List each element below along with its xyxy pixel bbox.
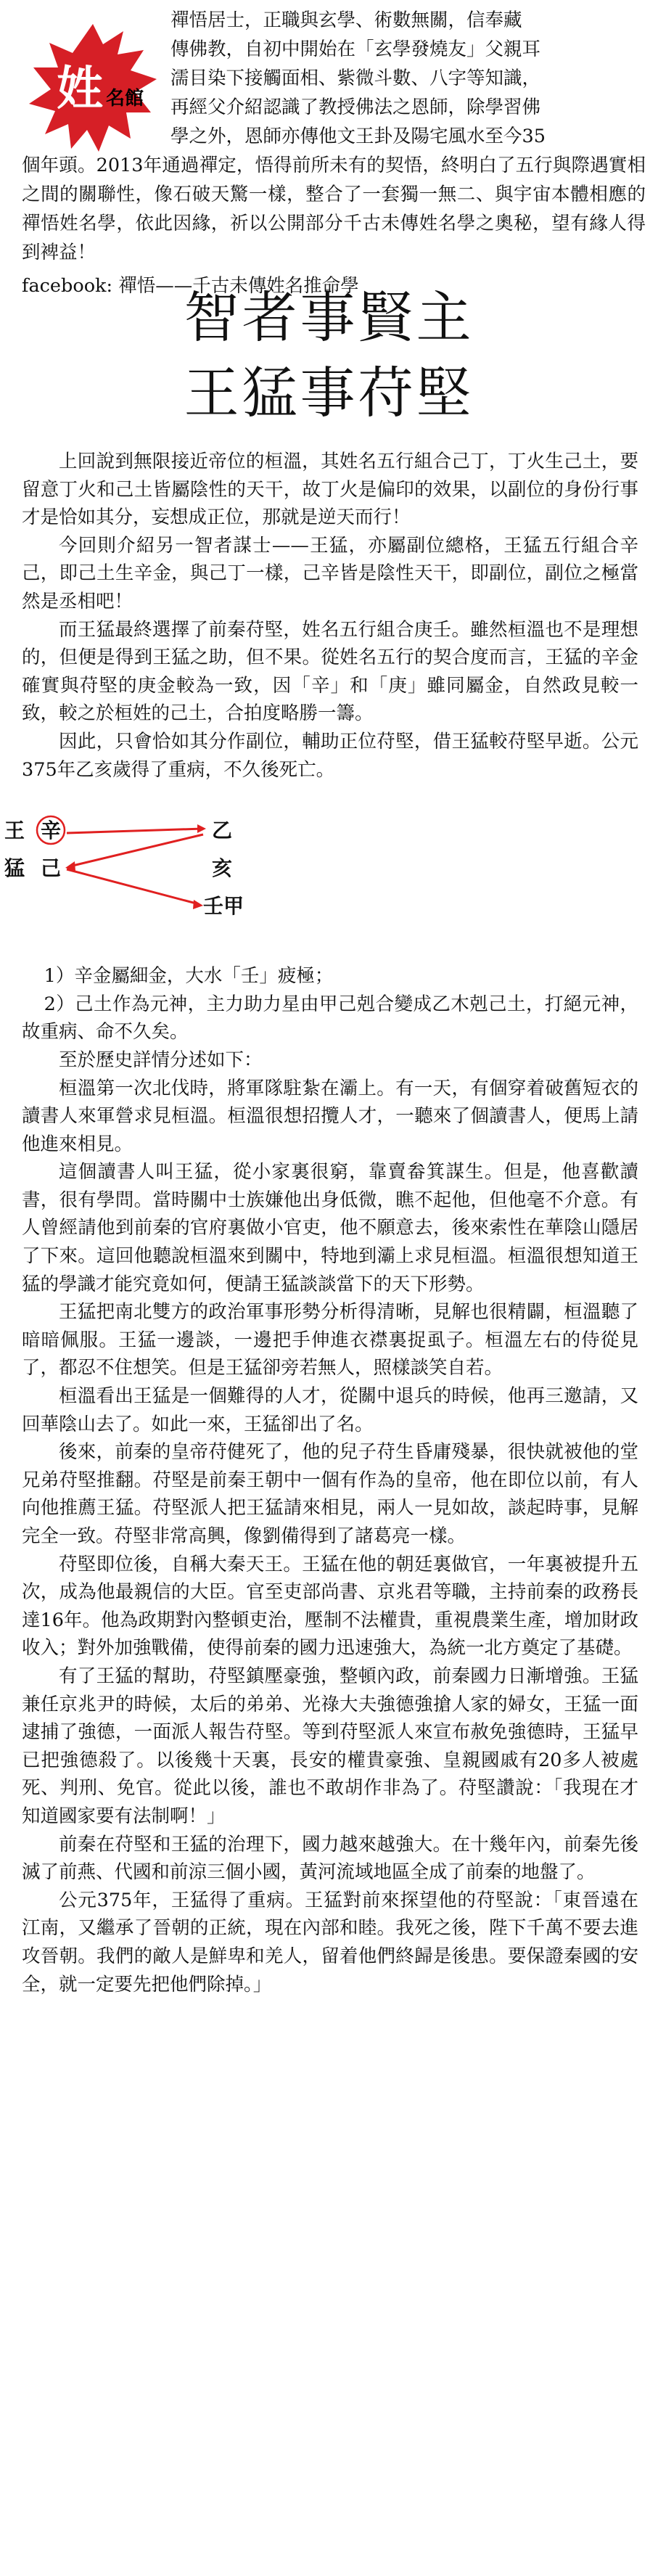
title-line-2: 王猛事苻堅 (184, 361, 474, 425)
title-line-1: 智者事賢主 (184, 285, 474, 350)
intro-line: 禪悟居士，正職與玄學、術數無關，信奉藏 (170, 9, 522, 31)
intro-line: 學之外，恩師亦傳他文王卦及陽宅風水至今35 (170, 126, 546, 147)
author-intro (22, 6, 646, 300)
paragraph: 王猛把南北雙方的政治軍事形勢分析得清晰，見解也很精闢，桓溫聽了暗暗佩服。王猛一邊談，一邊把手伸進衣襟裏捉虱子。桓溫左右的侍從見了，都忍不住想笑。但是王猛卻旁若無人，照樣談笑自若。 (22, 1301, 638, 1379)
paragraph: 桓溫看出王猛是一個難得的人才，從關中退兵的時候，他再三邀請，又回華陰山去了。如此一來，王猛卻出了名。 (22, 1385, 638, 1435)
logo-main-text: 姓 (57, 62, 103, 116)
diagram-name-char: 猛 (4, 856, 25, 881)
paragraph: 苻堅即位後，自稱大秦天王。王猛在他的朝廷裏做官，一年裏被提升五次，成為他最親信的大臣。官至吏部尚書、京兆君等職，主持前秦的政務長達16年。他為政期對內整頓吏治，壓制不法權貴，重視農業生產，增加財政收入；對外加強戰備，使得前秦的國力迅速強大，為統一北方奠定了基礎。 (22, 1553, 638, 1660)
arrow-head-icon (197, 824, 206, 833)
article-title (0, 280, 658, 431)
article-body (4, 448, 638, 1998)
paragraph: 因此，只會恰如其分作副位，輔助正位苻堅，借王猛較苻堅早逝。公元375年乙亥歲得了重病，不久後死亡。 (22, 730, 638, 781)
arrow-head-icon (193, 900, 203, 909)
paragraph: 這個讀書人叫王猛，從小家裏很窮，靠賣畚箕謀生。但是，他喜歡讀書，很有學問。當時關中士族嫌他出身低微，瞧不起他，但他毫不介意。有人曾經請他到前秦的官府裏做小官吏，他不願意去，後來索性在華陰山隱居了下來。這回他聽說桓溫來到關中，特地到灞上求見桓溫。桓溫很想知道王猛的學識才能究竟如何，便請王猛談談當下的天下形勢。 (22, 1161, 638, 1295)
diagram-stem: 亥 (212, 856, 233, 881)
diagram-stem: 壬甲 (203, 894, 244, 919)
facebook-line: facebook: 禪悟——千古未傳姓名推命學 (22, 275, 359, 297)
diagram-stem: 辛 (41, 819, 62, 843)
seal-logo-icon (22, 13, 167, 162)
note: 1）辛金屬細金，大水「壬」疲極； (44, 965, 334, 988)
paragraph: 公元375年，王猛得了重病。王猛對前來探望他的苻堅說：「東晉遠在江南，又繼承了晉朝的正統，現在內部和睦。我死之後，陛下千萬不要去進攻晉朝。我們的敵人是鮮卑和羌人，留着他們終歸是後患。要保證秦國的安全，就一定要先把他們除掉。」 (22, 1889, 638, 1995)
five-elements-diagram (4, 803, 638, 948)
paragraph: 至於歷史詳情分述如下： (59, 1049, 263, 1071)
arrow-icon (70, 834, 203, 866)
intro-line: 再經父介紹認識了教授佛法之恩師，除學習佛 (170, 97, 541, 118)
paragraph: 前秦在苻堅和王猛的治理下，國力越來越強大。在十幾年內，前秦先後滅了前燕、代國和前涼三個小國，黃河流域地區全成了前秦的地盤了。 (22, 1833, 638, 1884)
diagram-stem: 己 (41, 856, 62, 881)
paragraph: 而王猛最終選擇了前秦苻堅，姓名五行組合庚壬。雖然桓溫也不是理想的，但便是得到王猛之助，但不果。從姓名五行的契合度而言，王猛的辛金確實與苻堅的庚金較為一致，因「辛」和「庚」雖同屬金，自然政見較一致，較之於桓姓的己土，合拍度略勝一籌。 (22, 618, 638, 725)
paragraph: 桓溫第一次北伐時，將軍隊駐紮在灞上。有一天，有個穿着破舊短衣的讀書人來軍營求見桓溫。桓溫很想招攬人才，一聽來了個讀書人，便馬上請他進來相見。 (22, 1077, 638, 1155)
arrow-icon (67, 869, 199, 904)
diagram-name-char: 王 (4, 819, 25, 843)
notes (22, 962, 638, 1046)
intro-line: 傳佛教，自初中開始在「玄學發燒友」父親耳 (170, 38, 541, 60)
intro-tail: 個年頭。2013年通過禪定，悟得前所未有的契悟，終明白了五行與際遇實相之間的關聯性，像石破天驚一樣，整合了一套獨一無二、與宇宙本體相應的禪悟姓名學，依此因緣，祈以公開部分千古未傳姓名學之奧秘，望有緣人得到裨益！ (22, 155, 646, 263)
diagram-stem: 乙 (212, 819, 233, 843)
paragraph: 後來，前秦的皇帝苻健死了，他的兒子苻生昏庸殘暴，很快就被他的堂兄弟苻堅推翻。苻堅是前秦王朝中一個有作為的皇帝，他在即位以前，有人向他推薦王猛。苻堅派人把王猛請來相見，兩人一見如故，談起時事，見解完全一致。苻堅非常高興，像劉備得到了諸葛亮一樣。 (22, 1441, 638, 1547)
paragraph: 今回則介紹另一智者謀士——王猛，亦屬副位總格，王猛五行組合辛己，即己土生辛金，與己丁一樣，己辛皆是陰性天干，即副位，副位之極當然是丞相吧！ (22, 534, 638, 612)
note: 2）己土作為元神，主力助力星由甲己剋合變成乙木剋己土，打絕元神，故重病、命不久矣。 (22, 993, 638, 1043)
paragraph: 有了王猛的幫助，苻堅鎮壓豪強，整頓內政，前秦國力日漸增強。王猛兼任京兆尹的時候，太后的弟弟、光祿大夫強德強搶人家的婦女，王猛一面逮捕了強德，一面派人報告苻堅。等到苻堅派人來宣布赦免強德時，王猛早已把強德殺了。以後幾十天裏，長安的權貴豪強、皇親國戚有20多人被處死、判刑、免官。從此以後，誰也不敢胡作非為了。苻堅讚說：「我現在才知道國家要有法制啊！」 (22, 1665, 638, 1827)
intro-line: 濡目染下接觸面相、紫微斗數、八字等知識， (170, 67, 541, 89)
logo-sub-text: 名館 (106, 88, 144, 110)
paragraph: 上回說到無限接近帝位的桓溫，其姓名五行組合己丁，丁火生己土，要留意丁火和己土皆屬陰性的天干，故丁火是偏印的效果，以副位的身份行事才是恰如其分，妄想成正位，那就是逆天而行！ (22, 451, 638, 529)
arrow-icon (67, 829, 203, 833)
